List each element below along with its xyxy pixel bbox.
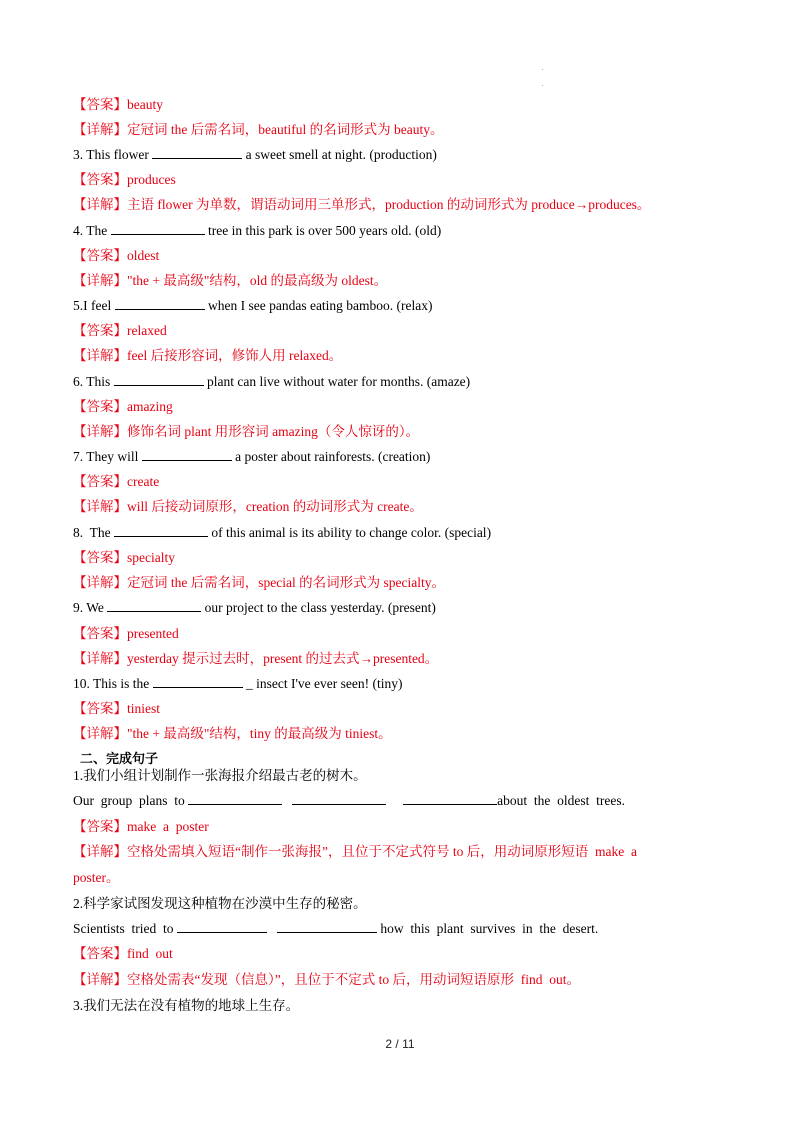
header-mark-1: · xyxy=(541,64,544,74)
question-3: 3. This flower a sweet smell at night. (production) xyxy=(73,147,437,162)
detail-line-cont: poster。 xyxy=(73,870,120,885)
answer-line: 【答案】specialty xyxy=(73,550,175,565)
answer-blank xyxy=(142,448,232,461)
question-7: 7. They will a poster about rainforests. (creation) xyxy=(73,449,431,464)
answer-blank xyxy=(107,599,201,612)
detail-line: 【详解】主语 flower 为单数，谓语动词用三单形式，production 的动词形式为 produce→produces。 xyxy=(73,197,651,212)
section-title: 二、完成句子 xyxy=(80,752,159,767)
page-number: 2 / 11 xyxy=(385,1037,415,1051)
answer-line: 【答案】tiniest xyxy=(73,701,160,716)
answer-line: 【答案】find out xyxy=(73,946,173,961)
answer-line: 【答案】make a poster xyxy=(73,819,209,834)
answer-line: 【答案】oldest xyxy=(73,248,160,263)
detail-text: 定冠词 the 后需名词，beautiful 的名词形式为 beauty。 xyxy=(127,122,444,137)
detail-line: 【详解】will 后接动词原形，creation 的动词形式为 create。 xyxy=(73,499,423,514)
header-mark-2: · xyxy=(541,80,544,90)
answer-tag: 【答案】 xyxy=(73,97,127,112)
detail-line: 【详解】feel 后接形容词，修饰人用 relaxed。 xyxy=(73,348,343,363)
question-6: 6. This plant can live without water for months. (amaze) xyxy=(73,374,471,389)
answer-blank xyxy=(114,373,204,386)
question-cn-2: 2.科学家试图发现这种植物在沙漠中生存的秘密。 xyxy=(73,896,367,911)
answer-line: 【答案】create xyxy=(73,474,160,489)
detail-line xyxy=(73,121,443,139)
question-s2-2: Scientists tried to how this plant survives in the desert. xyxy=(73,921,599,936)
question-cn-3: 3.我们无法在没有植物的地球上生存。 xyxy=(73,998,300,1013)
detail-line: 【详解】空格处需填入短语“制作一张海报”，且位于不定式符号 to 后，用动词原形短语 make a xyxy=(73,844,637,859)
question-4: 4. The tree in this park is over 500 years old. (old) xyxy=(73,223,442,238)
answer-line xyxy=(73,96,163,114)
answer-blank xyxy=(403,792,497,805)
answer-blank xyxy=(188,792,282,805)
answer-blank xyxy=(292,792,386,805)
question-10: 10. This is the _ insect I've ever seen! (tiny) xyxy=(73,676,403,691)
detail-line: 【详解】空格处需表“发现（信息）”，且位于不定式 to 后，用动词短语原形 find out。 xyxy=(73,972,580,987)
answer-blank xyxy=(152,146,242,159)
answer-line: 【答案】amazing xyxy=(73,399,173,414)
answer-text: beauty xyxy=(127,97,163,112)
answer-line: 【答案】relaxed xyxy=(73,323,167,338)
question-9: 9. We our project to the class yesterday. (present) xyxy=(73,600,436,615)
detail-line: 【详解】yesterday 提示过去时，present 的过去式→presented。 xyxy=(73,651,439,666)
answer-line: 【答案】presented xyxy=(73,626,179,641)
question-8: 8. The of this animal is its ability to change color. (special) xyxy=(73,525,492,540)
detail-line: 【详解】"the + 最高级"结构，tiny 的最高级为 tiniest。 xyxy=(73,726,392,741)
answer-line: 【答案】produces xyxy=(73,172,176,187)
detail-line: 【详解】修饰名词 plant 用形容词 amazing（令人惊讶的）。 xyxy=(73,424,420,439)
answer-blank xyxy=(115,297,205,310)
answer-blank xyxy=(277,920,377,933)
answer-blank xyxy=(177,920,267,933)
question-5: 5.I feel when I see pandas eating bamboo. (relax) xyxy=(73,298,433,313)
answer-blank xyxy=(111,222,205,235)
detail-tag: 【详解】 xyxy=(73,122,127,137)
question-s2-1: Our group plans to about the oldest trees. xyxy=(73,793,625,808)
question-cn-1: 1.我们小组计划制作一张海报介绍最古老的树木。 xyxy=(73,768,367,783)
answer-blank xyxy=(114,524,208,537)
answer-blank xyxy=(153,675,243,688)
detail-line: 【详解】"the + 最高级"结构，old 的最高级为 oldest。 xyxy=(73,273,388,288)
detail-line: 【详解】定冠词 the 后需名词，special 的名词形式为 specialty。 xyxy=(73,575,445,590)
